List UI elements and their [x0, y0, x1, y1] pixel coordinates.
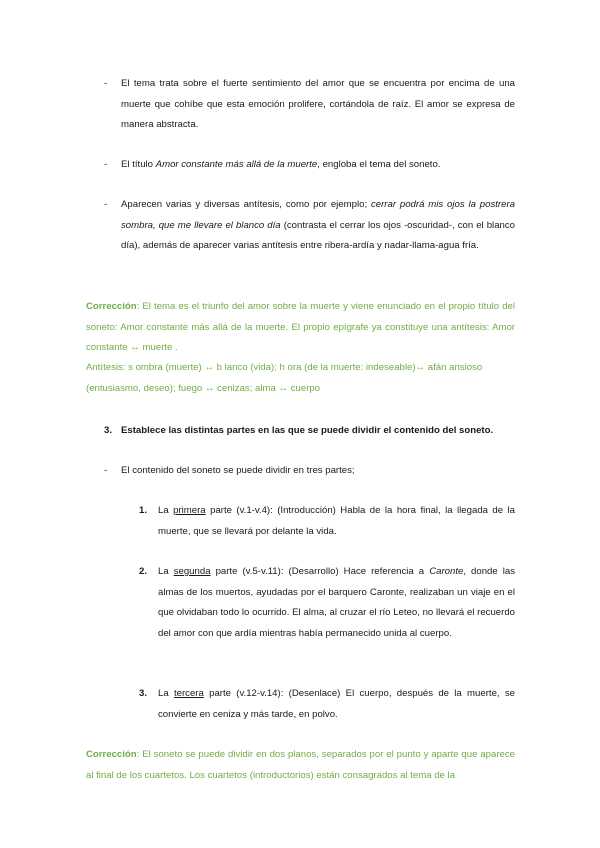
verse-quote: cerrar podrá mis ojos la postrera sombra, que me llevare el blanco día — [121, 199, 515, 231]
bullet-text-antithesis: Aparecen varias y diversas antítesis, como por ejemplo; cerrar podrá mis ojos la postrera sombra, que me llevare el blanco día (contrasta el cerrar los ojos -oscuridad-, con el blanco día), además de aparecer varias antítesis entre ribera-ardía y nadar-llama-agua fría. — [121, 199, 515, 251]
bullet-text-theme: El tema trata sobre el fuerte sentimiento del amor que se encuentra por encima de una muerte que cohíbe que esta emoción prolifere, cortándola de raíz. El amor se expresa de manera abstracta. — [121, 78, 515, 130]
bullet-dash: - — [104, 78, 108, 89]
correction-1-antithesis: Antítesis: s ombra (muerte) ↔ b lanco (vida); h ora (de la muerte: indeseable)↔ afán ansioso (entusiasmo, deseo); fuego ↔ cenizas; alma ↔ cuerpo — [86, 362, 483, 394]
part-number: 3. — [139, 688, 148, 699]
bullet-dash: - — [104, 199, 108, 210]
part-number: 1. — [139, 505, 148, 516]
bullet-dash: - — [104, 465, 108, 476]
part-number: 2. — [139, 566, 148, 577]
part-2-text: La segunda parte (v.5-v.11): (Desarrollo) Hace referencia a Caronte, donde las almas de los muertos, ayudadas por el barquero Caronte, realizaban un viaje en el que olvidaban todo lo ocurrido. El alma, al cruzar el río Leteo, no llevará el recuerdo del amor con que ardía mientras había permanecido unida al cuerpo. — [158, 566, 516, 639]
bullet-dash: - — [104, 159, 108, 170]
correction-2: Corrección: El soneto se puede dividir en dos planos, separados por el punto y aparte que aparece al final de los cuartetos. Los cuartetos (introductorios) están consagrados al tema de la — [86, 749, 515, 781]
correction-1: Corrección: El tema es el triunfo del amor sobre la muerte y viene enunciado en el propio título del soneto: Amor constante más allá de la muerte. El propio epígrafe ya constituye una antítesis: Amor constante ↔ muerte . — [86, 301, 515, 353]
correction-label: Corrección — [86, 749, 137, 760]
bullet-text-title: El título Amor constante más allá de la muerte, engloba el tema del soneto. — [121, 159, 441, 170]
part-1-text: La primera parte (v.1-v.4): (Introducción) Habla de la hora final, la llegada de la muerte, que se llevará por delante la vida. — [158, 505, 515, 537]
question-text: Establece las distintas partes en las que se puede dividir el contenido del soneto. — [121, 425, 494, 436]
part-3-text: La tercera parte (v.12-v.14): (Desenlace) El cuerpo, después de la muerte, se convierte en ceniza y más tarde, en polvo. — [158, 688, 515, 720]
sonnet-title: Amor constante más allá de la muerte — [155, 159, 318, 170]
bullet-text-parts: El contenido del soneto se puede dividir en tres partes; — [121, 465, 355, 476]
question-number: 3. — [104, 425, 113, 436]
correction-label: Corrección — [86, 301, 137, 312]
